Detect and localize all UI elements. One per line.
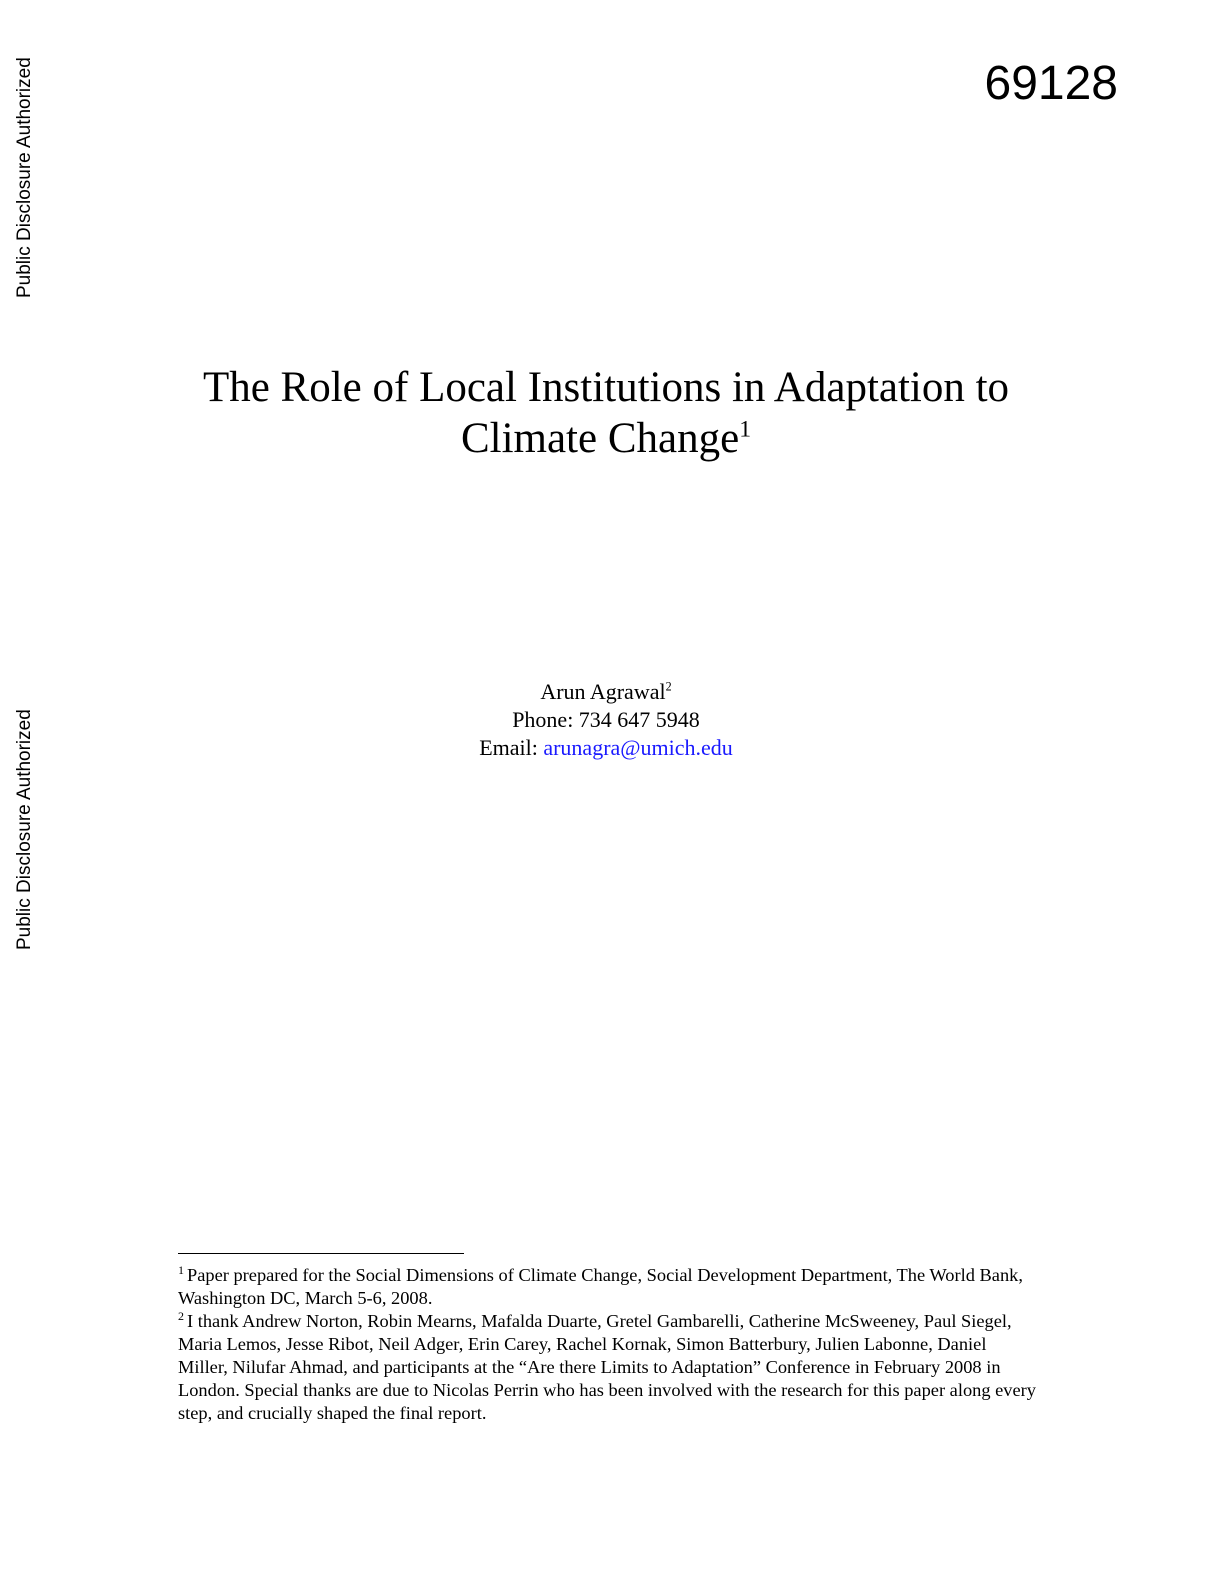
- paper-title: [150, 362, 1062, 464]
- footnote-separator: [178, 1253, 464, 1254]
- footnote-2: [178, 1310, 1038, 1425]
- author-email-link[interactable]: arunagra@umich.edu: [543, 735, 733, 760]
- paper-title-line-2: [150, 413, 1062, 464]
- footnote-1-text: Paper prepared for the Social Dimensions of Climate Change, Social Development Department, The World Bank, Washington DC, March 5-6, 2008.: [178, 1265, 1023, 1308]
- footnote-2-mark: 2: [178, 1308, 184, 1323]
- author-email-line: [300, 734, 912, 762]
- public-disclosure-label-middle: Public Disclosure Authorized: [14, 709, 35, 950]
- footnote-1: [178, 1264, 1038, 1310]
- author-email-label: Email:: [479, 735, 544, 760]
- author-phone: Phone: 734 647 5948: [512, 707, 700, 732]
- author-name: Arun Agrawal: [540, 679, 666, 704]
- author-footnote-mark[interactable]: 2: [665, 679, 672, 694]
- footnote-2-text: I thank Andrew Norton, Robin Mearns, Mafalda Duarte, Gretel Gambarelli, Catherine McSweeney, Paul Siegel, Maria Lemos, Jesse Ribot, Neil Adger, Erin Carey, Rachel Kornak, Simon Batterbury, Julien Labonne, Daniel Miller, Nilufar Ahmad, and participants at the “Are there Limits to Adaptation” Conference in February 2008 in London. Special thanks are due to Nicolas Perrin who has been involved with the research for this paper along every step, and crucially shaped the final report.: [178, 1311, 1036, 1423]
- report-number: 69128: [984, 57, 1118, 110]
- paper-title-line-1: The Role of Local Institutions in Adaptation to: [202, 364, 1010, 411]
- author-line: [300, 678, 912, 706]
- paper-title-line-2-text: Climate Change: [460, 415, 740, 462]
- footnote-1-mark: 1: [178, 1262, 184, 1277]
- author-block: [300, 678, 912, 762]
- title-footnote-mark[interactable]: 1: [739, 416, 752, 443]
- footnotes: [178, 1264, 1038, 1425]
- public-disclosure-label-top: Public Disclosure Authorized: [14, 57, 35, 298]
